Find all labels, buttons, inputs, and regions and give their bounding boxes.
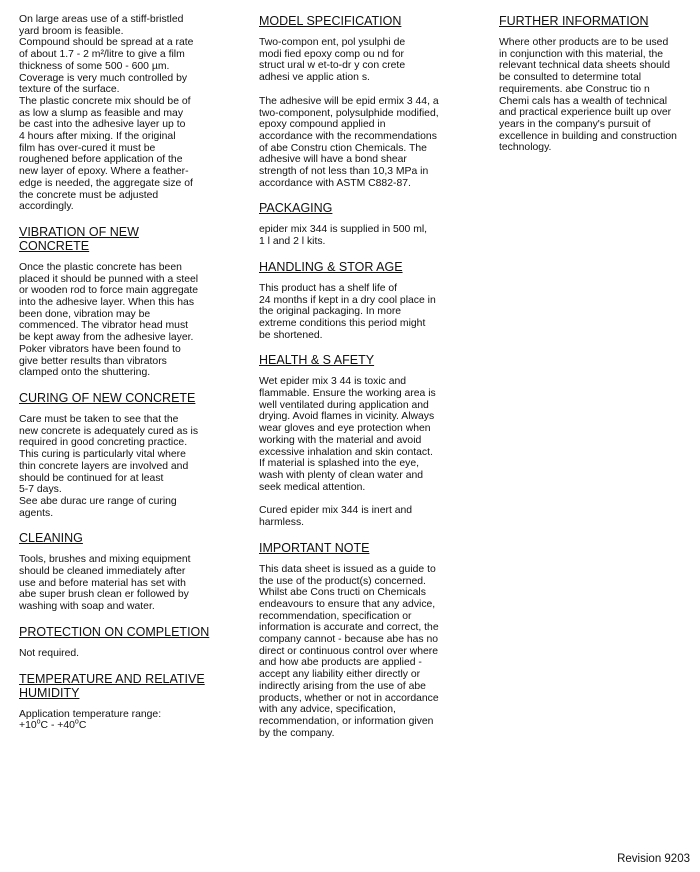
further-text: Where other products are to be used in conjunction with this material, the relevant technical data sheets should be consulted to determine total requirements. abe Construc tio n Chemi cals has a wealth of technical and practical experience built up over years in the company's pursuit of excellence in building and construction technology. [499, 37, 677, 154]
curing-section [19, 391, 241, 519]
column-left [19, 10, 241, 744]
curing-heading: CURING OF NEW CONCRETE [19, 390, 196, 405]
curing-text: Care must be taken to see that the new concrete is adequately cured as is required in good concreting practice. This curing is particularly vital where thin concrete layers are involved and should be continued for at least 5-7 days. See abe durac ure range of curing agents. [19, 413, 199, 519]
vibration-heading: VIBRATION OF NEW CONCRETE [19, 224, 139, 253]
temperature-low: +10 [19, 720, 37, 732]
health-section [259, 353, 481, 528]
model-text-1: Two-compon ent, pol ysulphi de modi fied epoxy comp ou nd for struct ural w et-to-dr y con crete adhesi ve applic ation s. [259, 37, 406, 84]
packaging-heading: PACKAGING [259, 201, 333, 216]
temperature-section [19, 672, 241, 732]
cleaning-section [19, 531, 241, 613]
protection-heading: PROTECTION ON COMPLETION [19, 624, 210, 639]
revision-label: Revision 9203 [617, 853, 690, 865]
packaging-section [259, 201, 481, 247]
temperature-range [19, 720, 241, 732]
protection-text: Not required. [19, 647, 80, 659]
vibration-section [19, 225, 241, 379]
degree-mark: o [74, 718, 79, 726]
handling-heading: HANDLING & STOR AGE [259, 259, 403, 274]
column-middle [259, 10, 481, 751]
cleaning-heading: CLEANING [19, 531, 83, 546]
handling-section [259, 260, 481, 342]
vibration-text: Once the plastic concrete has been placed it should be punned with a steel or wooden rod to force main aggregate into the adhesive layer. When this has been done, vibration may be commenced. The vibrator head must be kept away from the adhesive layer. Poker vibrators have been found to give better results than vibrators clamped onto the shuttering. [19, 261, 199, 379]
further-section [499, 14, 691, 154]
health-text-2: Cured epider mix 344 is inert and harmless. [259, 505, 413, 529]
application-text: On large areas use of a stiff-bristled yard broom is feasible. Compound should be spread at a rate of about 1.7 - 2 m²/litre to give a film thickness of some 500 - 600 µm. Coverage is very much controlled by texture of the surface. The plastic concrete mix should be of as low a slump as feasible and may be cast into the adhesive layer up to 4 hours after mixing. If the original film has over-cured it must be roughened before application of the new layer of epoxy. Where a feather- edge is needed, the aggregate size of the concrete must be adjusted accordingly. [19, 14, 194, 213]
column-right [499, 10, 691, 166]
cleaning-text: Tools, brushes and mixing equipment should be cleaned immediately after use and before material has set with abe super brush clean er followed by washing with soap and water. [19, 554, 191, 613]
note-text: This data sheet is issued as a guide to the use of the product(s) concerned. Whilst abe Cons tructi on Chemicals endeavours to ensure that any advice, recommendation, specification or information is accurate and correct, the company cannot - because abe has no direct or continuous control over where and how abe products are applied - accept any liability either directly or indirectly arising from the use of abe products, whether or not in accordance with any advice, specification, recommendation, or information given by the company. [259, 563, 439, 739]
health-text-1: Wet epider mix 3 44 is toxic and flammable. Ensure the working area is well ventilated during application and drying. Avoid flames in vicinity. Always wear gloves and eye protection when working with the material and avoid excessive inhalation and skin contact. If material is splashed into the eye, wash with plenty of clean water and seek medical attention. [259, 376, 436, 493]
degree-mark: o [36, 718, 41, 726]
further-heading: FURTHER INFORMATION [499, 14, 649, 28]
model-section [259, 14, 481, 189]
handling-text: This product has a shelf life of 24 months if kept in a dry cool place in the original packaging. In more extreme conditions this period might be shortened. [259, 282, 436, 341]
protection-section [19, 625, 241, 660]
packaging-text: epider mix 344 is supplied in 500 ml, 1 l and 2 l kits. [259, 224, 428, 248]
note-section [259, 541, 481, 740]
temperature-unit: C [78, 720, 87, 732]
note-heading: IMPORTANT NOTE [259, 540, 370, 555]
temperature-mid: C - +40 [40, 720, 75, 732]
temperature-heading: TEMPERATURE AND RELATIVE HUMIDITY [19, 671, 205, 700]
temperature-text: Application temperature range: [19, 708, 162, 720]
model-heading: MODEL SPECIFICATION [259, 14, 402, 28]
model-text-2: The adhesive will be epid ermix 3 44, a two-component, polysulphide modified, epoxy compound applied in accordance with the recommendations of abe Constru ction Chemicals. The adhesive will have a bond shear strength of not less than 10,3 MPa in accordance with ASTM C882-87. [259, 95, 439, 189]
health-heading: HEALTH & S AFETY [259, 353, 375, 368]
